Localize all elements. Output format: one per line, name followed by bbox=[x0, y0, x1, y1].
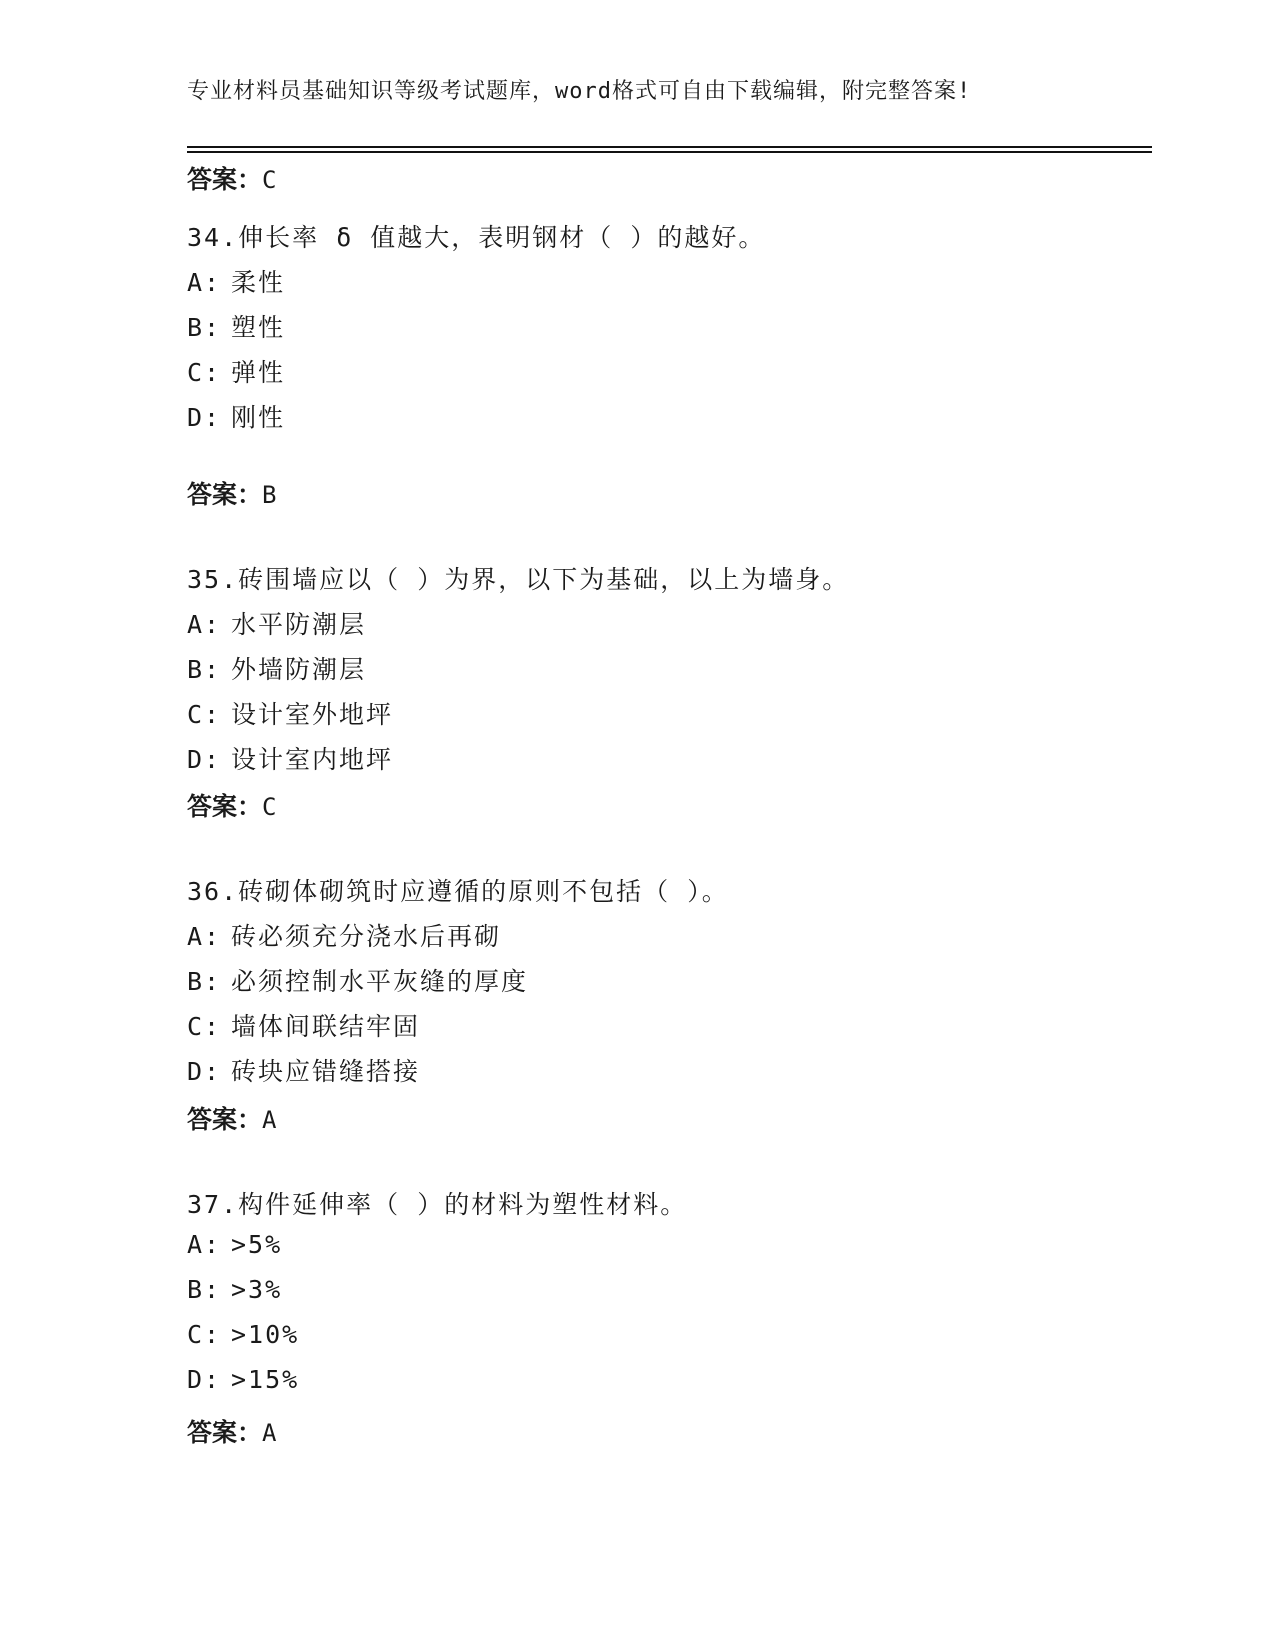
answer-label: 答案： bbox=[187, 792, 263, 821]
option-a bbox=[187, 605, 366, 641]
option-text: >15% bbox=[231, 1365, 300, 1394]
option-text: >5% bbox=[231, 1230, 283, 1259]
option-label: D: bbox=[187, 1057, 222, 1086]
option-text: >3% bbox=[231, 1275, 283, 1304]
option-text: >10% bbox=[231, 1320, 300, 1349]
option-b bbox=[187, 1275, 282, 1304]
option-label: A: bbox=[187, 268, 222, 297]
option-c bbox=[187, 1007, 420, 1043]
option-label: A: bbox=[187, 610, 222, 639]
option-b bbox=[187, 308, 285, 344]
option-text: 墙体间联结牢固 bbox=[231, 1012, 421, 1041]
answer-36 bbox=[187, 1100, 276, 1136]
option-text: 设计室外地坪 bbox=[231, 700, 394, 729]
option-label: C: bbox=[187, 1012, 222, 1041]
option-text: 柔性 bbox=[231, 268, 286, 297]
header-rule-bottom bbox=[187, 151, 1152, 153]
option-label: D: bbox=[187, 1365, 222, 1394]
option-label: B: bbox=[187, 313, 222, 342]
option-a bbox=[187, 917, 501, 953]
option-text: 水平防潮层 bbox=[231, 610, 367, 639]
question-stem: 36.砖砌体砌筑时应遵循的原则不包括（ ）。 bbox=[187, 877, 729, 906]
answer-35 bbox=[187, 787, 276, 823]
option-d bbox=[187, 1365, 299, 1394]
prev-answer bbox=[187, 160, 276, 196]
option-text: 塑性 bbox=[231, 313, 286, 342]
option-label: A: bbox=[187, 1230, 222, 1259]
option-d bbox=[187, 1052, 420, 1088]
option-b bbox=[187, 962, 528, 998]
option-label: D: bbox=[187, 745, 222, 774]
option-text: 设计室内地坪 bbox=[231, 745, 394, 774]
option-d bbox=[187, 740, 393, 776]
answer-37 bbox=[187, 1413, 276, 1449]
option-text: 砖块应错缝搭接 bbox=[231, 1057, 421, 1086]
question-stem: 37.构件延伸率（ ）的材料为塑性材料。 bbox=[187, 1190, 688, 1219]
option-text: 弹性 bbox=[231, 358, 286, 387]
answer-value: B bbox=[262, 481, 277, 509]
option-label: C: bbox=[187, 358, 222, 387]
option-label: C: bbox=[187, 700, 222, 729]
option-label: A: bbox=[187, 922, 222, 951]
option-text: 刚性 bbox=[231, 403, 286, 432]
question-stem: 34.伸长率 δ 值越大，表明钢材（ ）的越好。 bbox=[187, 223, 766, 252]
answer-label: 答案： bbox=[187, 480, 263, 509]
option-text: 砖必须充分浇水后再砌 bbox=[231, 922, 502, 951]
option-label: D: bbox=[187, 403, 222, 432]
option-text: 必须控制水平灰缝的厚度 bbox=[231, 967, 529, 996]
answer-34 bbox=[187, 475, 276, 511]
answer-value: A bbox=[262, 1419, 277, 1447]
option-c bbox=[187, 1320, 299, 1349]
option-c bbox=[187, 695, 393, 731]
option-label: B: bbox=[187, 655, 222, 684]
page-header: 专业材料员基础知识等级考试题库，word格式可自由下载编辑，附完整答案! bbox=[187, 79, 972, 104]
option-a bbox=[187, 263, 285, 299]
option-label: C: bbox=[187, 1320, 222, 1349]
question-stem: 35.砖围墙应以（ ）为界，以下为基础，以上为墙身。 bbox=[187, 565, 850, 594]
answer-value: C bbox=[262, 166, 277, 194]
answer-label: 答案： bbox=[187, 1418, 263, 1447]
option-label: B: bbox=[187, 1275, 222, 1304]
answer-label: 答案： bbox=[187, 1105, 263, 1134]
option-d bbox=[187, 398, 285, 434]
answer-label: 答案： bbox=[187, 165, 263, 194]
option-text: 外墙防潮层 bbox=[231, 655, 367, 684]
option-c bbox=[187, 353, 285, 389]
header-rule-top bbox=[187, 146, 1152, 148]
answer-value: A bbox=[262, 1106, 277, 1134]
option-b bbox=[187, 650, 366, 686]
answer-value: C bbox=[262, 793, 277, 821]
option-label: B: bbox=[187, 967, 222, 996]
option-a bbox=[187, 1230, 282, 1259]
